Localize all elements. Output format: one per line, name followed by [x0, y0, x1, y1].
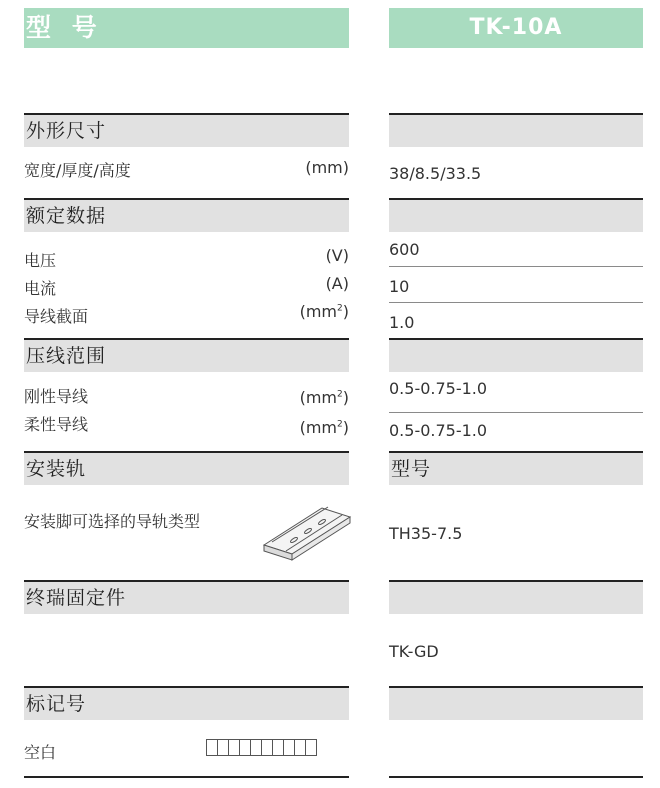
cross-section-label: 导线截面 — [24, 307, 89, 326]
rail-type-label: 安装脚可选择的导轨类型 — [24, 512, 201, 531]
flexible-wire-label: 柔性导线 — [24, 415, 89, 434]
row-divider — [389, 412, 643, 413]
bottom-rule-right — [389, 776, 643, 778]
marker-band-right — [389, 686, 643, 720]
voltage-unit: (V) — [325, 246, 349, 265]
mounting-rail-title: 安装轨 — [26, 458, 87, 480]
bottom-rule-left — [24, 776, 349, 778]
marker-band — [24, 686, 349, 720]
wiring-range-band-right — [389, 338, 643, 372]
row-divider — [389, 266, 643, 267]
mounting-rail-band-right — [389, 451, 643, 485]
rail-type-value: TH35-7.5 — [389, 524, 463, 543]
dimensions-value: 38/8.5/33.5 — [389, 164, 482, 183]
dimensions-label: 宽度/厚度/高度 — [24, 161, 131, 180]
marker-title: 标记号 — [26, 693, 87, 715]
voltage-label: 电压 — [24, 251, 57, 270]
marker-blank-label: 空白 — [24, 743, 57, 762]
rigid-wire-unit: $(mm^2)$ — [299, 388, 349, 407]
dimensions-band — [24, 113, 349, 147]
cross-section-unit: $(mm^2)$ — [299, 302, 349, 321]
dimensions-unit: (mm) — [305, 158, 349, 177]
marker-boxes — [206, 739, 316, 756]
dimensions-title: 外形尺寸 — [26, 120, 107, 142]
ratings-band — [24, 198, 349, 232]
rail-model-title: 型号 — [391, 458, 432, 480]
dimensions-band-right — [389, 113, 643, 147]
end-stop-band-right — [389, 580, 643, 614]
ratings-title: 额定数据 — [26, 205, 107, 227]
end-stop-value: TK-GD — [389, 642, 439, 661]
wiring-range-band — [24, 338, 349, 372]
cross-section-value: 1.0 — [389, 313, 415, 332]
model-header: 型 号 — [24, 8, 349, 48]
voltage-value: 600 — [389, 240, 420, 259]
ratings-band-right — [389, 198, 643, 232]
flexible-wire-value: 0.5-0.75-1.0 — [389, 421, 488, 440]
rigid-wire-label: 刚性导线 — [24, 387, 89, 406]
model-value-header: TK-10A — [389, 8, 643, 48]
flexible-wire-unit: $(mm^2)$ — [299, 418, 349, 437]
marker-box — [305, 739, 317, 756]
current-label: 电流 — [24, 279, 57, 298]
wiring-range-title: 压线范围 — [26, 345, 107, 367]
row-divider — [389, 302, 643, 303]
rigid-wire-value: 0.5-0.75-1.0 — [389, 379, 488, 398]
current-value: 10 — [389, 277, 410, 296]
end-stop-title: 终瑞固定件 — [26, 587, 127, 609]
end-stop-band — [24, 580, 349, 614]
din-rail-illustration — [262, 503, 352, 561]
mounting-rail-band — [24, 451, 349, 485]
current-unit: (A) — [325, 274, 349, 293]
